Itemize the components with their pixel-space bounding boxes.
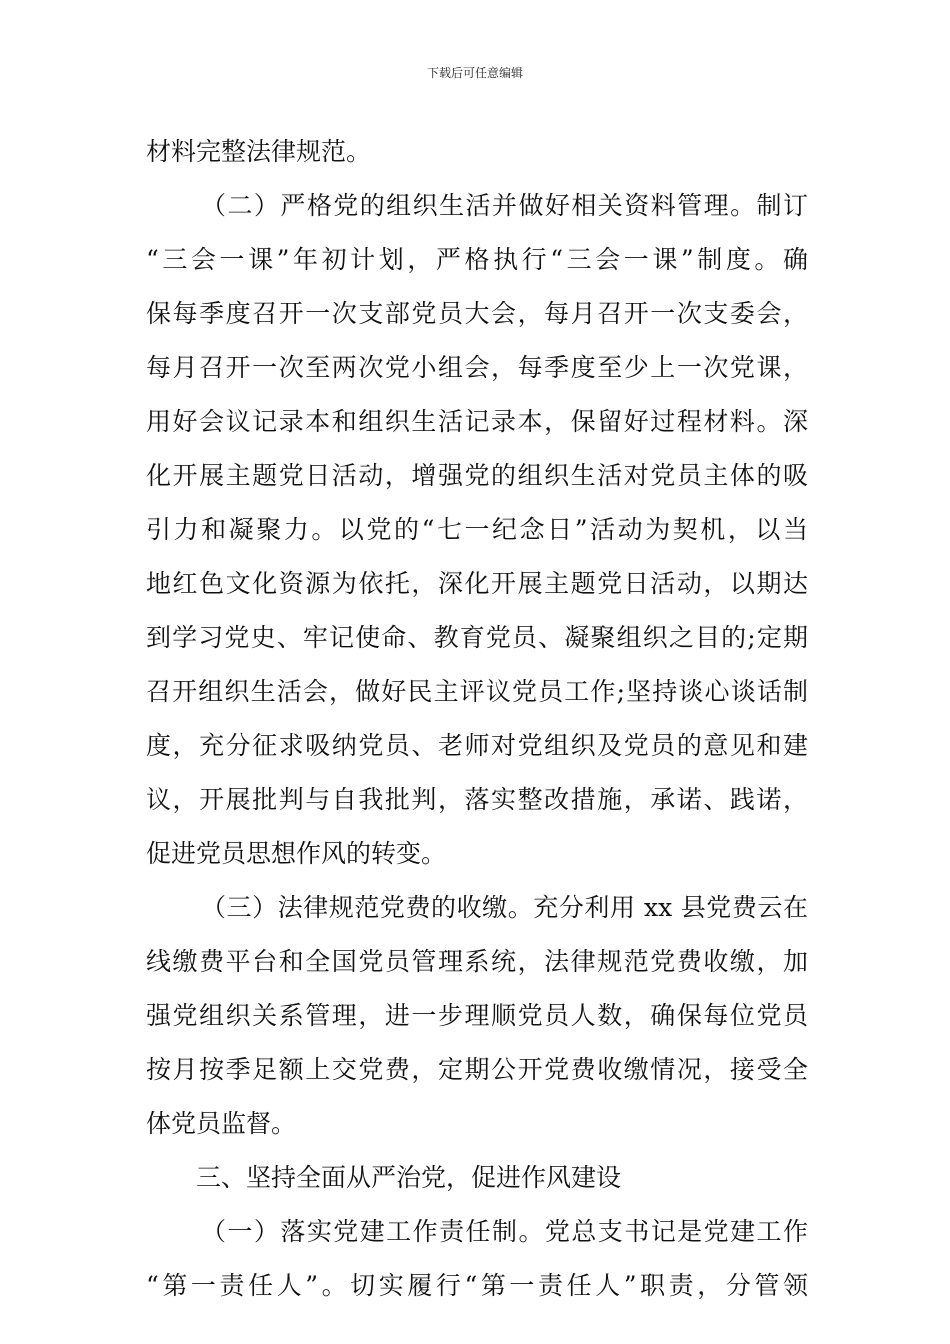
document-body [146, 125, 808, 1313]
text-line: （三）法律规范党费的收缴。充分利用 xx 县党费云在 [201, 893, 808, 922]
text-line: 保每季度召开一次支部党员大会，每月召开一次支委会， [146, 299, 808, 328]
text-line: 体党员监督。 [146, 1109, 297, 1138]
text-line: 线缴费平台和全国党员管理系统，法律规范党费收缴，加 [146, 947, 808, 976]
text-line: 度，充分征求吸纳党员、老师对党组织及党员的意见和建 [146, 731, 808, 760]
text-line: “第一责任人”。切实履行“第一责任人”职责，分管领 [146, 1271, 808, 1300]
text-line: 引力和凝聚力。以党的“七一纪念日”活动为契机，以当 [146, 515, 808, 544]
text-line: 促进党员思想作风的转变。 [146, 839, 447, 868]
text-line: 材料完整法律规范。 [146, 137, 372, 166]
text-line: “三会一课”年初计划，严格执行“三会一课”制度。确 [146, 245, 808, 274]
text-line: 议，开展批判与自我批判，落实整改措施，承诺、践诺， [146, 785, 808, 814]
page-header-note: 下载后可任意编辑 [426, 66, 523, 80]
text-line: 按月按季足额上交党费，定期公开党费收缴情况，接受全 [146, 1055, 808, 1084]
text-line: 用好会议记录本和组织生活记录本，保留好过程材料。深 [146, 407, 808, 436]
text-line: （一）落实党建工作责任制。党总支书记是党建工作 [201, 1217, 808, 1246]
section-heading: 三、坚持全面从严治党，促进作风建设 [196, 1163, 622, 1192]
text-line: 化开展主题党日活动，增强党的组织生活对党员主体的吸 [146, 461, 808, 490]
text-line: 召开组织生活会，做好民主评议党员工作;坚持谈心谈话制 [146, 677, 808, 706]
text-line: 到学习党史、牢记使命、教育党员、凝聚组织之目的;定期 [146, 623, 808, 652]
text-line: 地红色文化资源为依托，深化开展主题党日活动，以期达 [146, 569, 808, 598]
text-line: 强党组织关系管理，进一步理顺党员人数，确保每位党员 [146, 1001, 808, 1030]
text-line: 每月召开一次至两次党小组会，每季度至少上一次党课， [146, 353, 808, 382]
text-line: （二）严格党的组织生活并做好相关资料管理。制订 [201, 191, 808, 220]
